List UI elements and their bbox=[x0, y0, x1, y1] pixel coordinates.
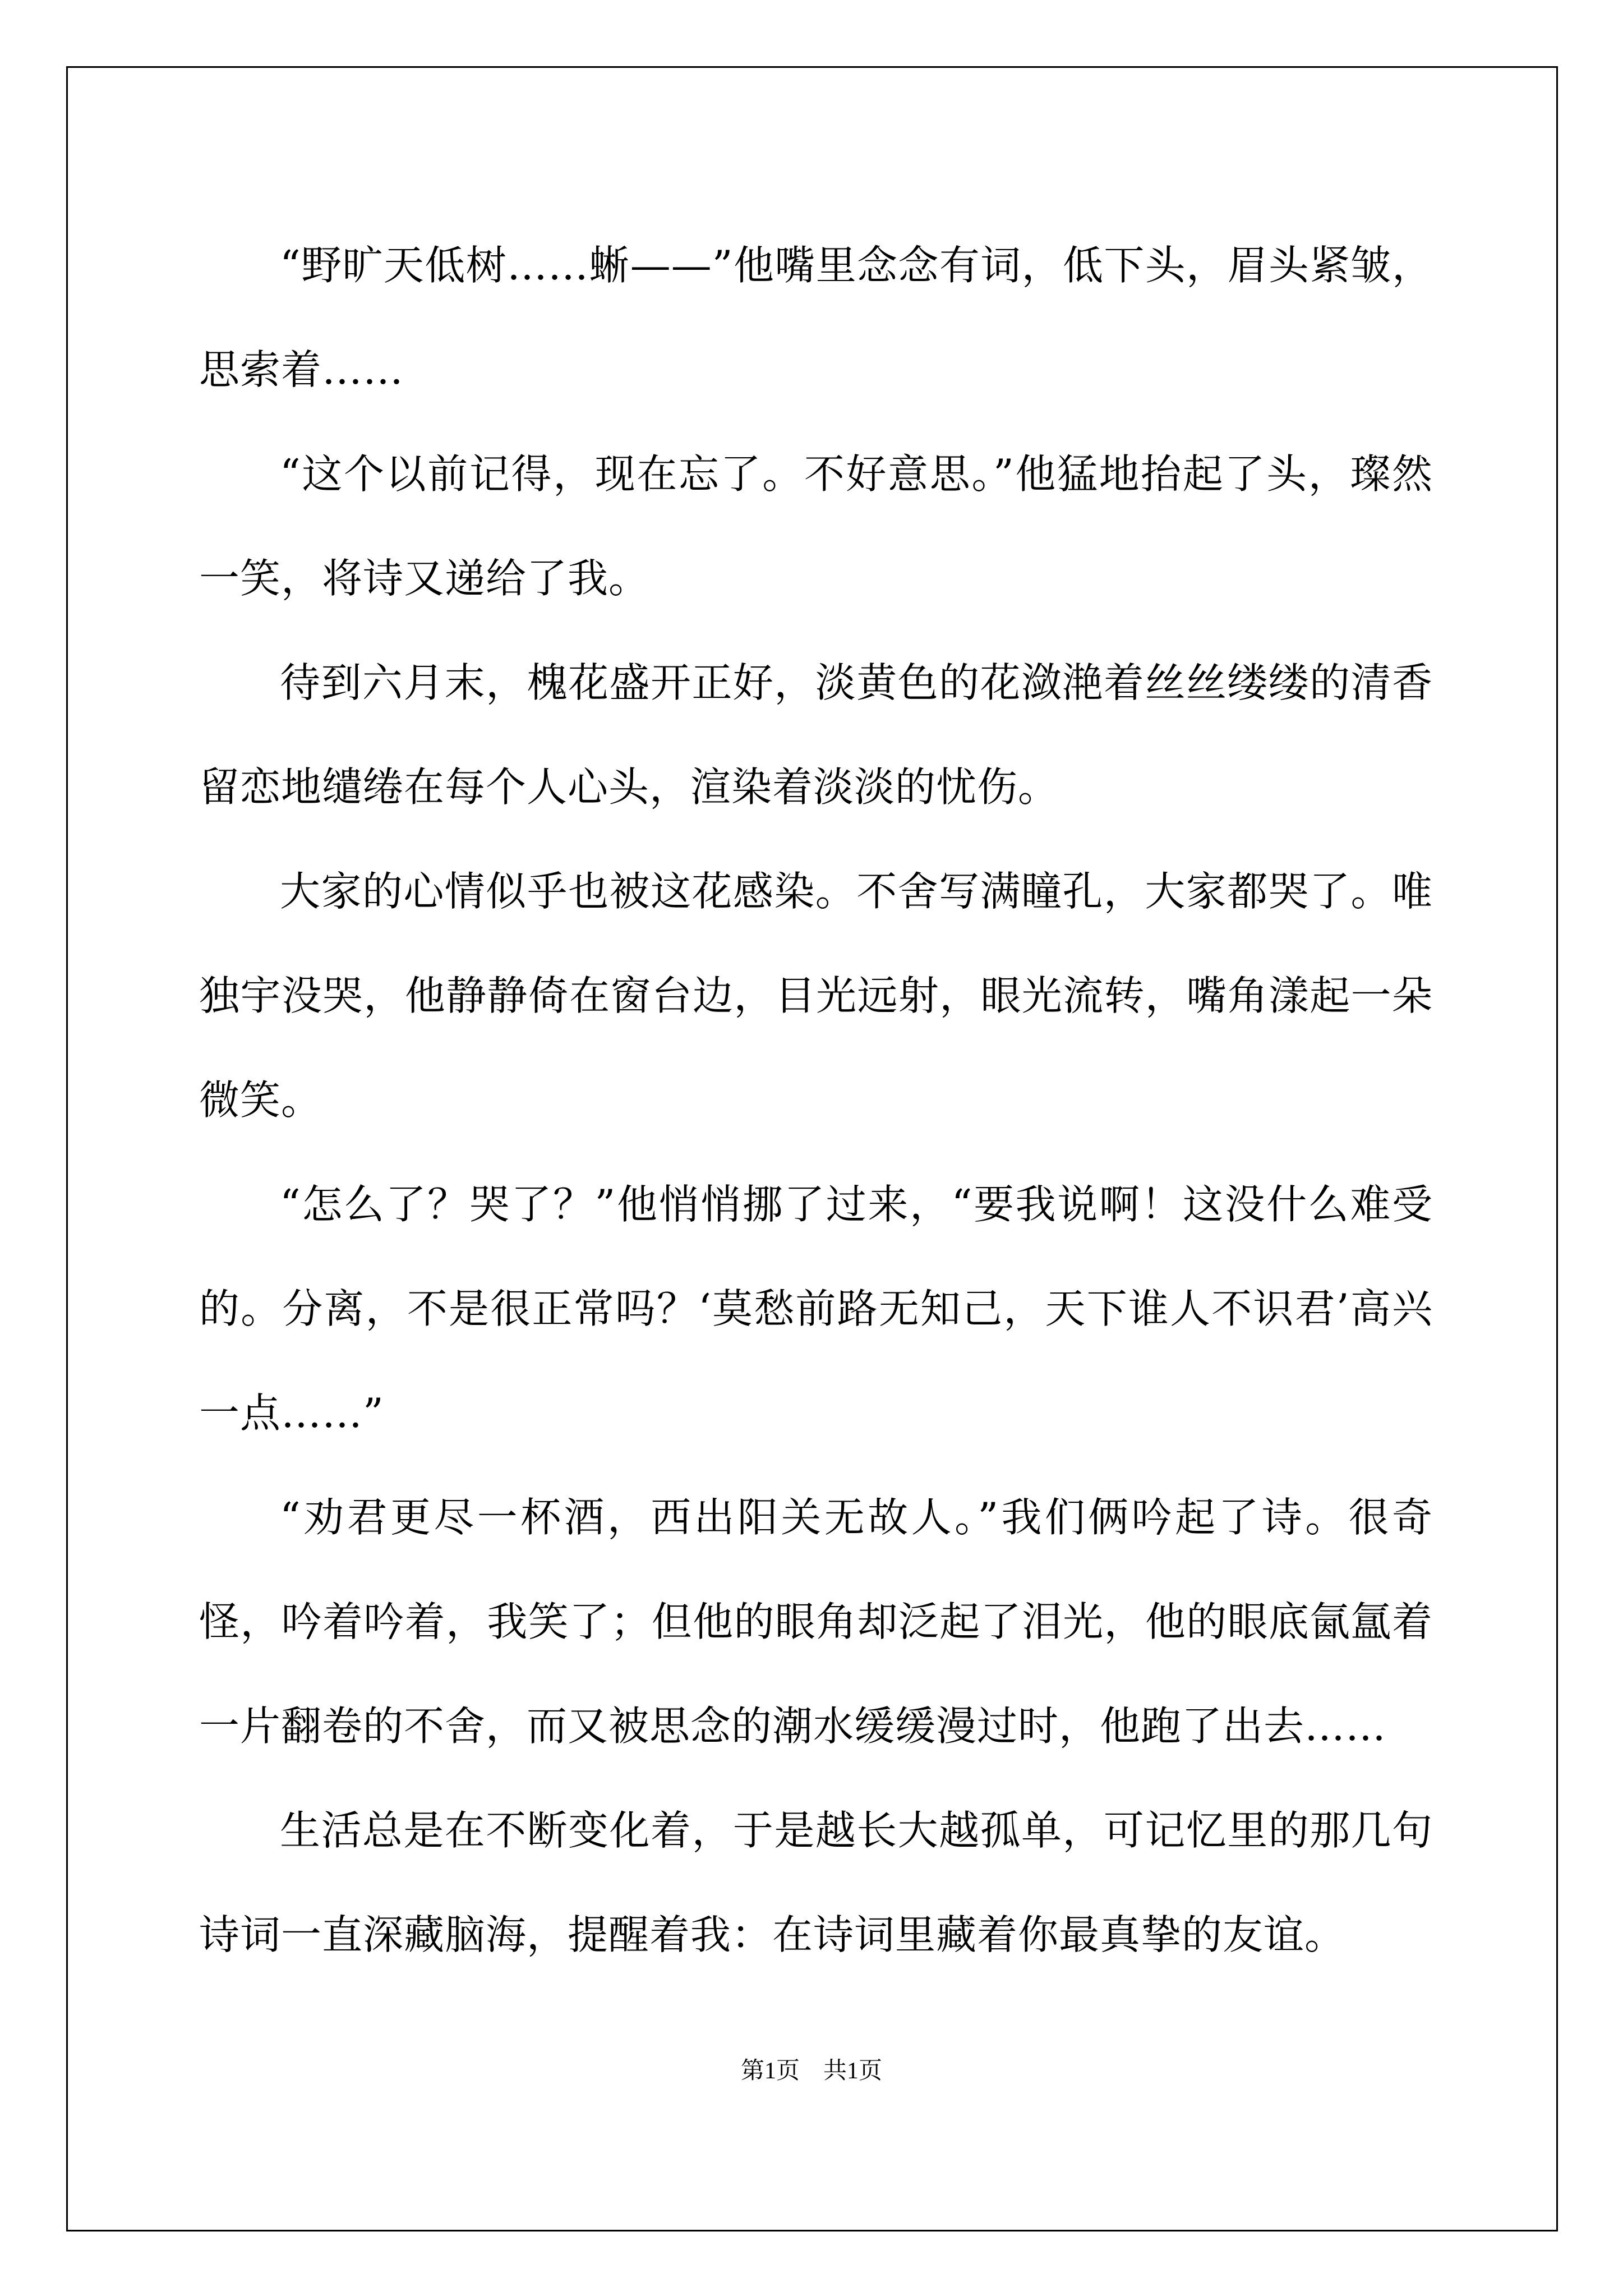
paragraph-2: “这个以前记得，现在忘了。不好意思。”他猛地抬起了头，璨然一笑，将诗又递给了我。 bbox=[199, 450, 1433, 602]
paragraph-1: “野旷天低树……蜥——”他嘴里念念有词，低下头，眉头紧皱，思索着…… bbox=[199, 242, 1433, 393]
page-footer: 第1页 共1页 bbox=[740, 2058, 882, 2084]
paragraph-7: 生活总是在不断变化着，于是越长大越孤单，可记忆里的那几句诗词一直深藏脑海，提醒着我：在诗词里藏着你最真挚的友谊。 bbox=[199, 1807, 1433, 1958]
document-body bbox=[199, 213, 1433, 1987]
paragraph-3: 待到六月末，槐花盛开正好，淡黄色的花潋滟着丝丝缕缕的清香留恋地缱绻在每个人心头，渲染着淡淡的忧伤。 bbox=[199, 659, 1433, 811]
paragraph-5: “怎么了？哭了？”他悄悄挪了过来，“要我说啊！这没什么难受的。分离，不是很正常吗？‘莫愁前路无知己，天下谁人不识君’高兴一点……” bbox=[199, 1181, 1433, 1437]
paragraph-4: 大家的心情似乎也被这花感染。不舍写满瞳孔，大家都哭了。唯独宇没哭，他静静倚在窗台边，目光远射，眼光流转，嘴角漾起一朵微笑。 bbox=[199, 868, 1433, 1124]
paragraph-6: “劝君更尽一杯酒，西出阳关无故人。”我们俩吟起了诗。很奇怪，吟着吟着，我笑了；但他的眼角却泛起了泪光，他的眼底氤氲着一片翻卷的不舍，而又被思念的潮水缓缓漫过时，他跑了出去…… bbox=[199, 1494, 1433, 1750]
